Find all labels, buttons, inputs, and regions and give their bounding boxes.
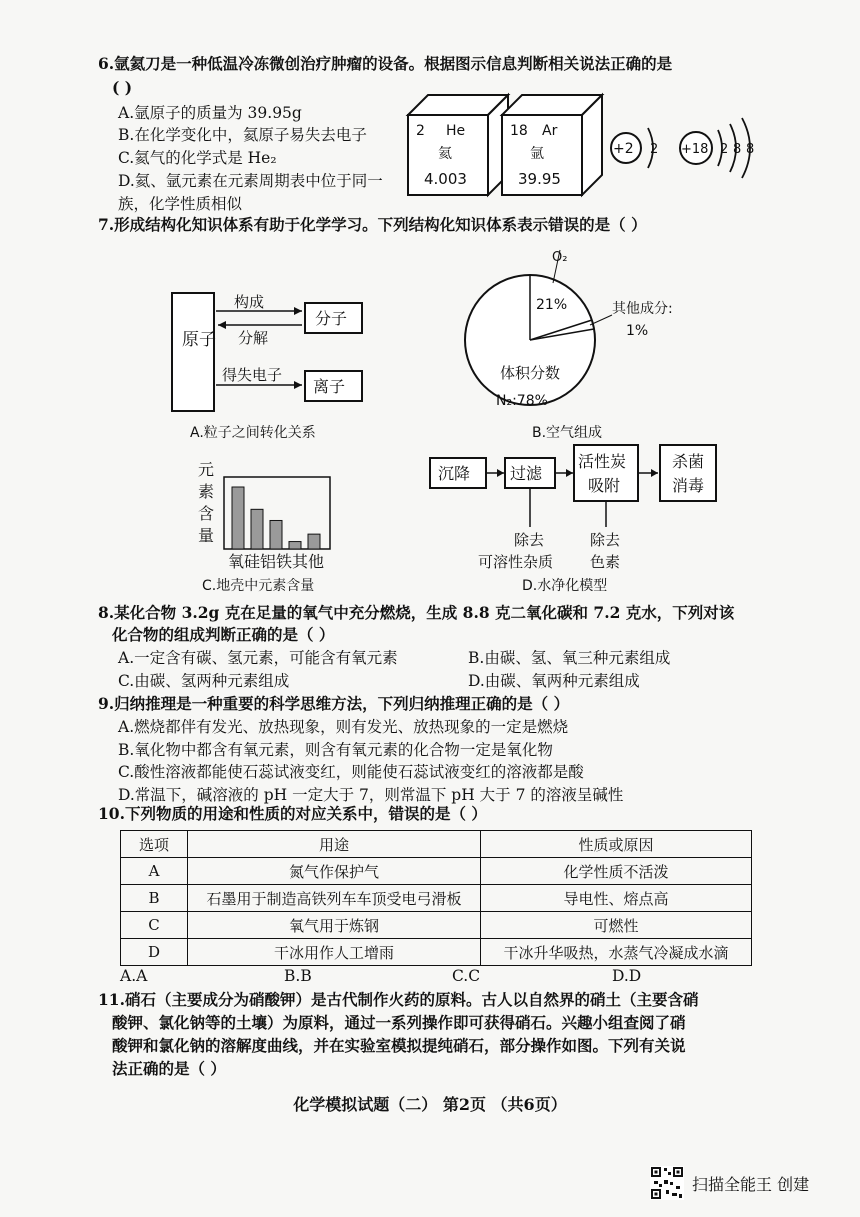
cell-option: C [121,912,188,939]
cell-use: 氧气用于炼钢 [188,912,481,939]
caption-b: B.空气组成 [532,425,603,441]
cell-property: 干冰升华吸热，水蒸气冷凝成水滴 [481,939,752,966]
ylabel-4: 量 [198,526,215,545]
header-use: 用途 [188,831,481,858]
step-carbon: 活性炭 [578,452,627,471]
cell-property: 化学性质不活泼 [481,858,752,885]
electron-label: 得失电子 [222,366,283,384]
q9-stem: 9.归纳推理是一种重要的科学思维方法，下列归纳推理正确的是（ ） [98,694,570,713]
bar-group [232,487,320,549]
q9-option-a: A.燃烧都伴有发光、放热现象，则有发光、放热现象的一定是燃烧 [118,718,569,736]
ar-shell-1: 2 [720,142,729,157]
molecule-label: 分子 [315,309,348,328]
caption-a: A.粒子之间转化关系 [190,425,316,441]
xlabels: 氧硅铝铁其他 [228,552,325,571]
bar-5 [308,534,320,549]
q11-line-3: 酸钾和氯化钠的溶解度曲线，并在实验室模拟提纯硝石，部分操作如图。下列有关说 [112,1036,686,1055]
note-remove-2: 除去 [590,531,621,549]
ylabel-1: 元 [198,460,215,479]
scanner-label: 扫描全能王 创建 [692,1175,810,1194]
q10-answer-a: A.A [120,967,148,985]
cell-option: D [121,939,188,966]
cell-use: 干冰用作人工增雨 [188,939,481,966]
note-soluble: 可溶性杂质 [478,553,554,571]
q10-answer-b: B.B [284,967,312,985]
he-shell-1: 2 [650,142,659,157]
step-sterilize: 杀菌 [672,452,705,471]
q7-figure-d [430,445,716,594]
caption-c: C.地壳中元素含量 [202,578,315,594]
q6-option-a: A.氩原子的质量为 39.95g [118,104,302,122]
q9-option-d: D.常温下，碱溶液的 pH 一定大于 7，则常温下 pH 大于 7 的溶液呈碱性 [118,786,624,804]
q6-option-b: B.在化学变化中，氦原子易失去电子 [118,126,367,144]
atom-label: 原子 [182,330,216,350]
ar-element-card [502,95,602,195]
header-option: 选项 [121,831,188,858]
cell-property: 导电性、熔点高 [481,885,752,912]
he-symbol: He [446,123,466,139]
bar-4 [289,542,301,549]
q7-figure-b [465,250,673,441]
o2-pct: 21% [536,297,568,313]
note-pigment: 色素 [590,553,621,571]
n2-label: N₂:78% [496,393,548,409]
ylabel-2: 素 [198,482,215,501]
q10-answer-c: C.C [452,967,481,985]
ar-name: 氩 [530,146,544,162]
scanner-watermark [650,1166,840,1202]
bar-3 [270,520,282,549]
he-nucleus-charge: +2 [613,141,634,157]
table-row [121,885,752,912]
he-name: 氦 [438,146,452,162]
ar-nucleus-charge: +18 [681,142,709,157]
ar-shell-3: 8 [746,142,755,157]
q11-line-2: 酸钾、氯化钠等的土壤）为原料，通过一系列操作即可获得硝石。兴趣小组查阅了硝 [112,1013,686,1032]
q9-option-c: C.酸性溶液都能使石蕊试液变红，则能使石蕊试液变红的溶液都是酸 [118,763,584,781]
table-row [121,939,752,966]
q10-table [120,830,752,966]
cell-property: 可燃性 [481,912,752,939]
q8-stem: 8.某化合物 3.2g 克在足量的氧气中充分燃烧，生成 8.8 克二氧化碳和 7.2 克水，下列对该 [98,603,735,622]
q6-paren: ( ) [112,78,133,97]
step-filtration: 过滤 [510,464,543,483]
ar-shell-2: 8 [733,142,742,157]
cell-option: A [121,858,188,885]
cell-option: B [121,885,188,912]
q6-option-c: C.氦气的化学式是 He₂ [118,149,277,167]
cell-use: 石墨用于制造高铁列车车顶受电弓滑板 [188,885,481,912]
header-property: 性质或原因 [481,831,752,858]
ylabel-3: 含 [198,504,215,523]
note-remove-1: 除去 [514,531,545,549]
ar-symbol: Ar [542,123,558,139]
q7-stem: 7.形成结构化知识体系有助于化学学习。下列结构化知识体系表示错误的是（ ） [98,215,647,234]
q8-option-b: B.由碳、氢、氧三种元素组成 [468,649,671,667]
q8-stem-cont: 化合物的组成判断正确的是（ ） [112,625,335,644]
bar-1 [232,487,244,549]
step-sedimentation: 沉降 [438,464,471,483]
q6-element-figure [400,90,830,200]
q10-answer-d: D.D [612,967,642,985]
q8-option-c: C.由碳、氢两种元素组成 [118,672,290,690]
he-number: 2 [416,123,425,139]
page-footer: 化学模拟试题（二） 第2页 （共6页） [293,1095,567,1114]
ar-atom-structure [680,118,754,178]
q6-stem: 6.氩氦刀是一种低温冷冻微创治疗肿瘤的设备。根据图示信息判断相关说法正确的是 [98,54,673,73]
qr-code-icon [650,1166,684,1200]
q11-line-1: 11.硝石（主要成分为硝酸钾）是古代制作火药的原料。古人以自然界的硝土（主要含硝 [98,990,699,1009]
q8-option-a: A.一定含有碳、氢元素，可能含有氧元素 [118,649,398,667]
other-label: 其他成分: [612,301,673,317]
table-row [121,858,752,885]
q6-option-d: D.氦、氩元素在元素周期表中位于同一 [118,172,383,190]
compose-label: 构成 [234,293,265,311]
he-element-card [408,95,508,195]
q7-figures [160,245,820,600]
ion-label: 离子 [313,377,346,396]
q6-option-d-cont: 族，化学性质相似 [118,195,243,213]
other-pct: 1% [626,323,649,339]
table-row [121,912,752,939]
q8-option-d: D.由碳、氧两种元素组成 [468,672,640,690]
bar-2 [251,509,263,549]
caption-d: D.水净化模型 [522,578,608,594]
he-mass: 4.003 [424,170,467,188]
q7-figure-c [198,460,330,594]
q11-line-4: 法正确的是（ ） [112,1059,226,1078]
q9-option-b: B.氧化物中都含有氧元素，则含有氧元素的化合物一定是氧化物 [118,741,553,759]
q7-figure-a [172,293,362,441]
step-adsorption: 吸附 [588,476,621,495]
ar-mass: 39.95 [518,170,561,188]
decompose-label: 分解 [238,329,269,347]
cell-use: 氮气作保护气 [188,858,481,885]
ar-number: 18 [510,123,528,139]
o2-label: O₂ [552,250,568,265]
table-header-row [121,831,752,858]
q10-stem: 10.下列物质的用途和性质的对应关系中，错误的是（ ） [98,804,487,823]
volume-label: 体积分数 [500,364,561,382]
he-atom-structure [611,128,658,168]
step-disinfect: 消毒 [672,476,705,495]
